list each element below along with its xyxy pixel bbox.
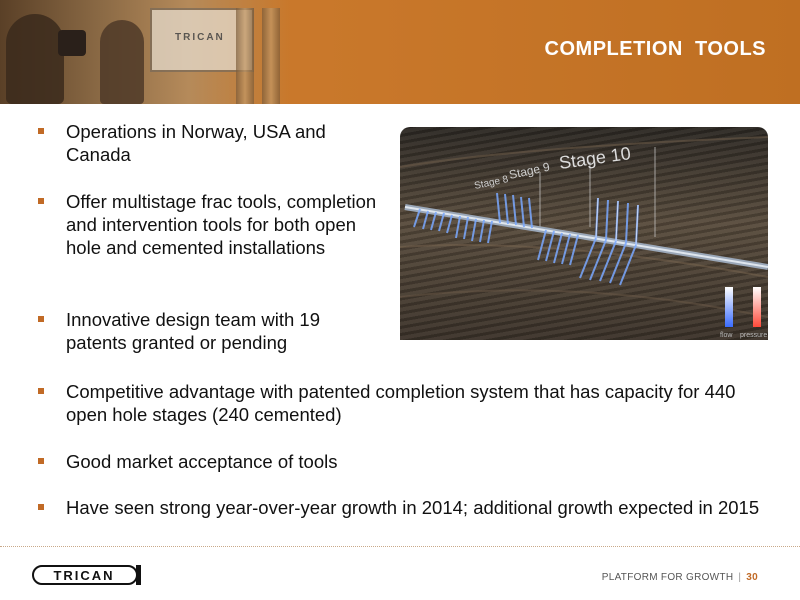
trican-logo <box>32 565 142 585</box>
bullet-text: Competitive advantage with patented completion system that has capacity for 440 open hole stages (240 cemented) <box>66 381 736 425</box>
header-photo <box>0 0 290 104</box>
stage-label: Stage 10 <box>557 143 632 173</box>
photo-pipe <box>262 8 280 104</box>
header-band <box>0 0 800 104</box>
multistage-frac-illustration <box>400 127 768 340</box>
frac-illustration-svg <box>400 127 768 340</box>
bullet-item <box>38 308 368 354</box>
bullet-marker <box>38 458 44 464</box>
bullet-item <box>38 496 768 519</box>
slide-title: COMPLETION TOOLS <box>544 38 766 60</box>
footer-divider <box>0 546 800 547</box>
bullet-text: Offer multistage frac tools, completion and intervention tools for both open hole and cemented installations <box>66 191 377 258</box>
stage-label: Stage 8 <box>473 174 510 192</box>
bullet-item <box>38 120 368 166</box>
footer-separator: | <box>738 572 742 583</box>
photo-person <box>6 14 64 104</box>
bullet-text: Good market acceptance of tools <box>66 451 338 472</box>
bullet-marker <box>38 128 44 134</box>
photo-pipe <box>236 8 254 104</box>
logo-text: TRICAN <box>53 568 115 583</box>
pressure-legend-label: pressure <box>740 332 768 339</box>
flow-legend-label: flow <box>720 332 733 339</box>
page-number: 30 <box>746 572 758 583</box>
footer-caption <box>602 572 758 583</box>
bullet-marker <box>38 316 44 322</box>
bullet-item <box>38 190 378 259</box>
bullet-text: Innovative design team with 19 patents granted or pending <box>66 309 321 353</box>
bullet-text: Have seen strong year-over-year growth in 2014; additional growth expected in 2015 <box>66 497 760 518</box>
logo-svg <box>32 565 142 585</box>
bullet-marker <box>38 388 44 394</box>
bullet-text: Operations in Norway, USA and Canada <box>66 121 326 165</box>
footer-tagline: PLATFORM FOR GROWTH <box>601 572 734 583</box>
stage-label: Stage 9 <box>507 159 552 182</box>
photo-sign-text: TRICAN <box>175 32 225 43</box>
bullet-item <box>38 450 758 473</box>
bullet-marker <box>38 198 44 204</box>
bullet-item <box>38 380 758 426</box>
flow-legend-bar <box>725 287 733 327</box>
pressure-legend-bar <box>753 287 761 327</box>
bullet-marker <box>38 504 44 510</box>
photo-person <box>100 20 144 104</box>
photo-microscope <box>58 30 86 56</box>
